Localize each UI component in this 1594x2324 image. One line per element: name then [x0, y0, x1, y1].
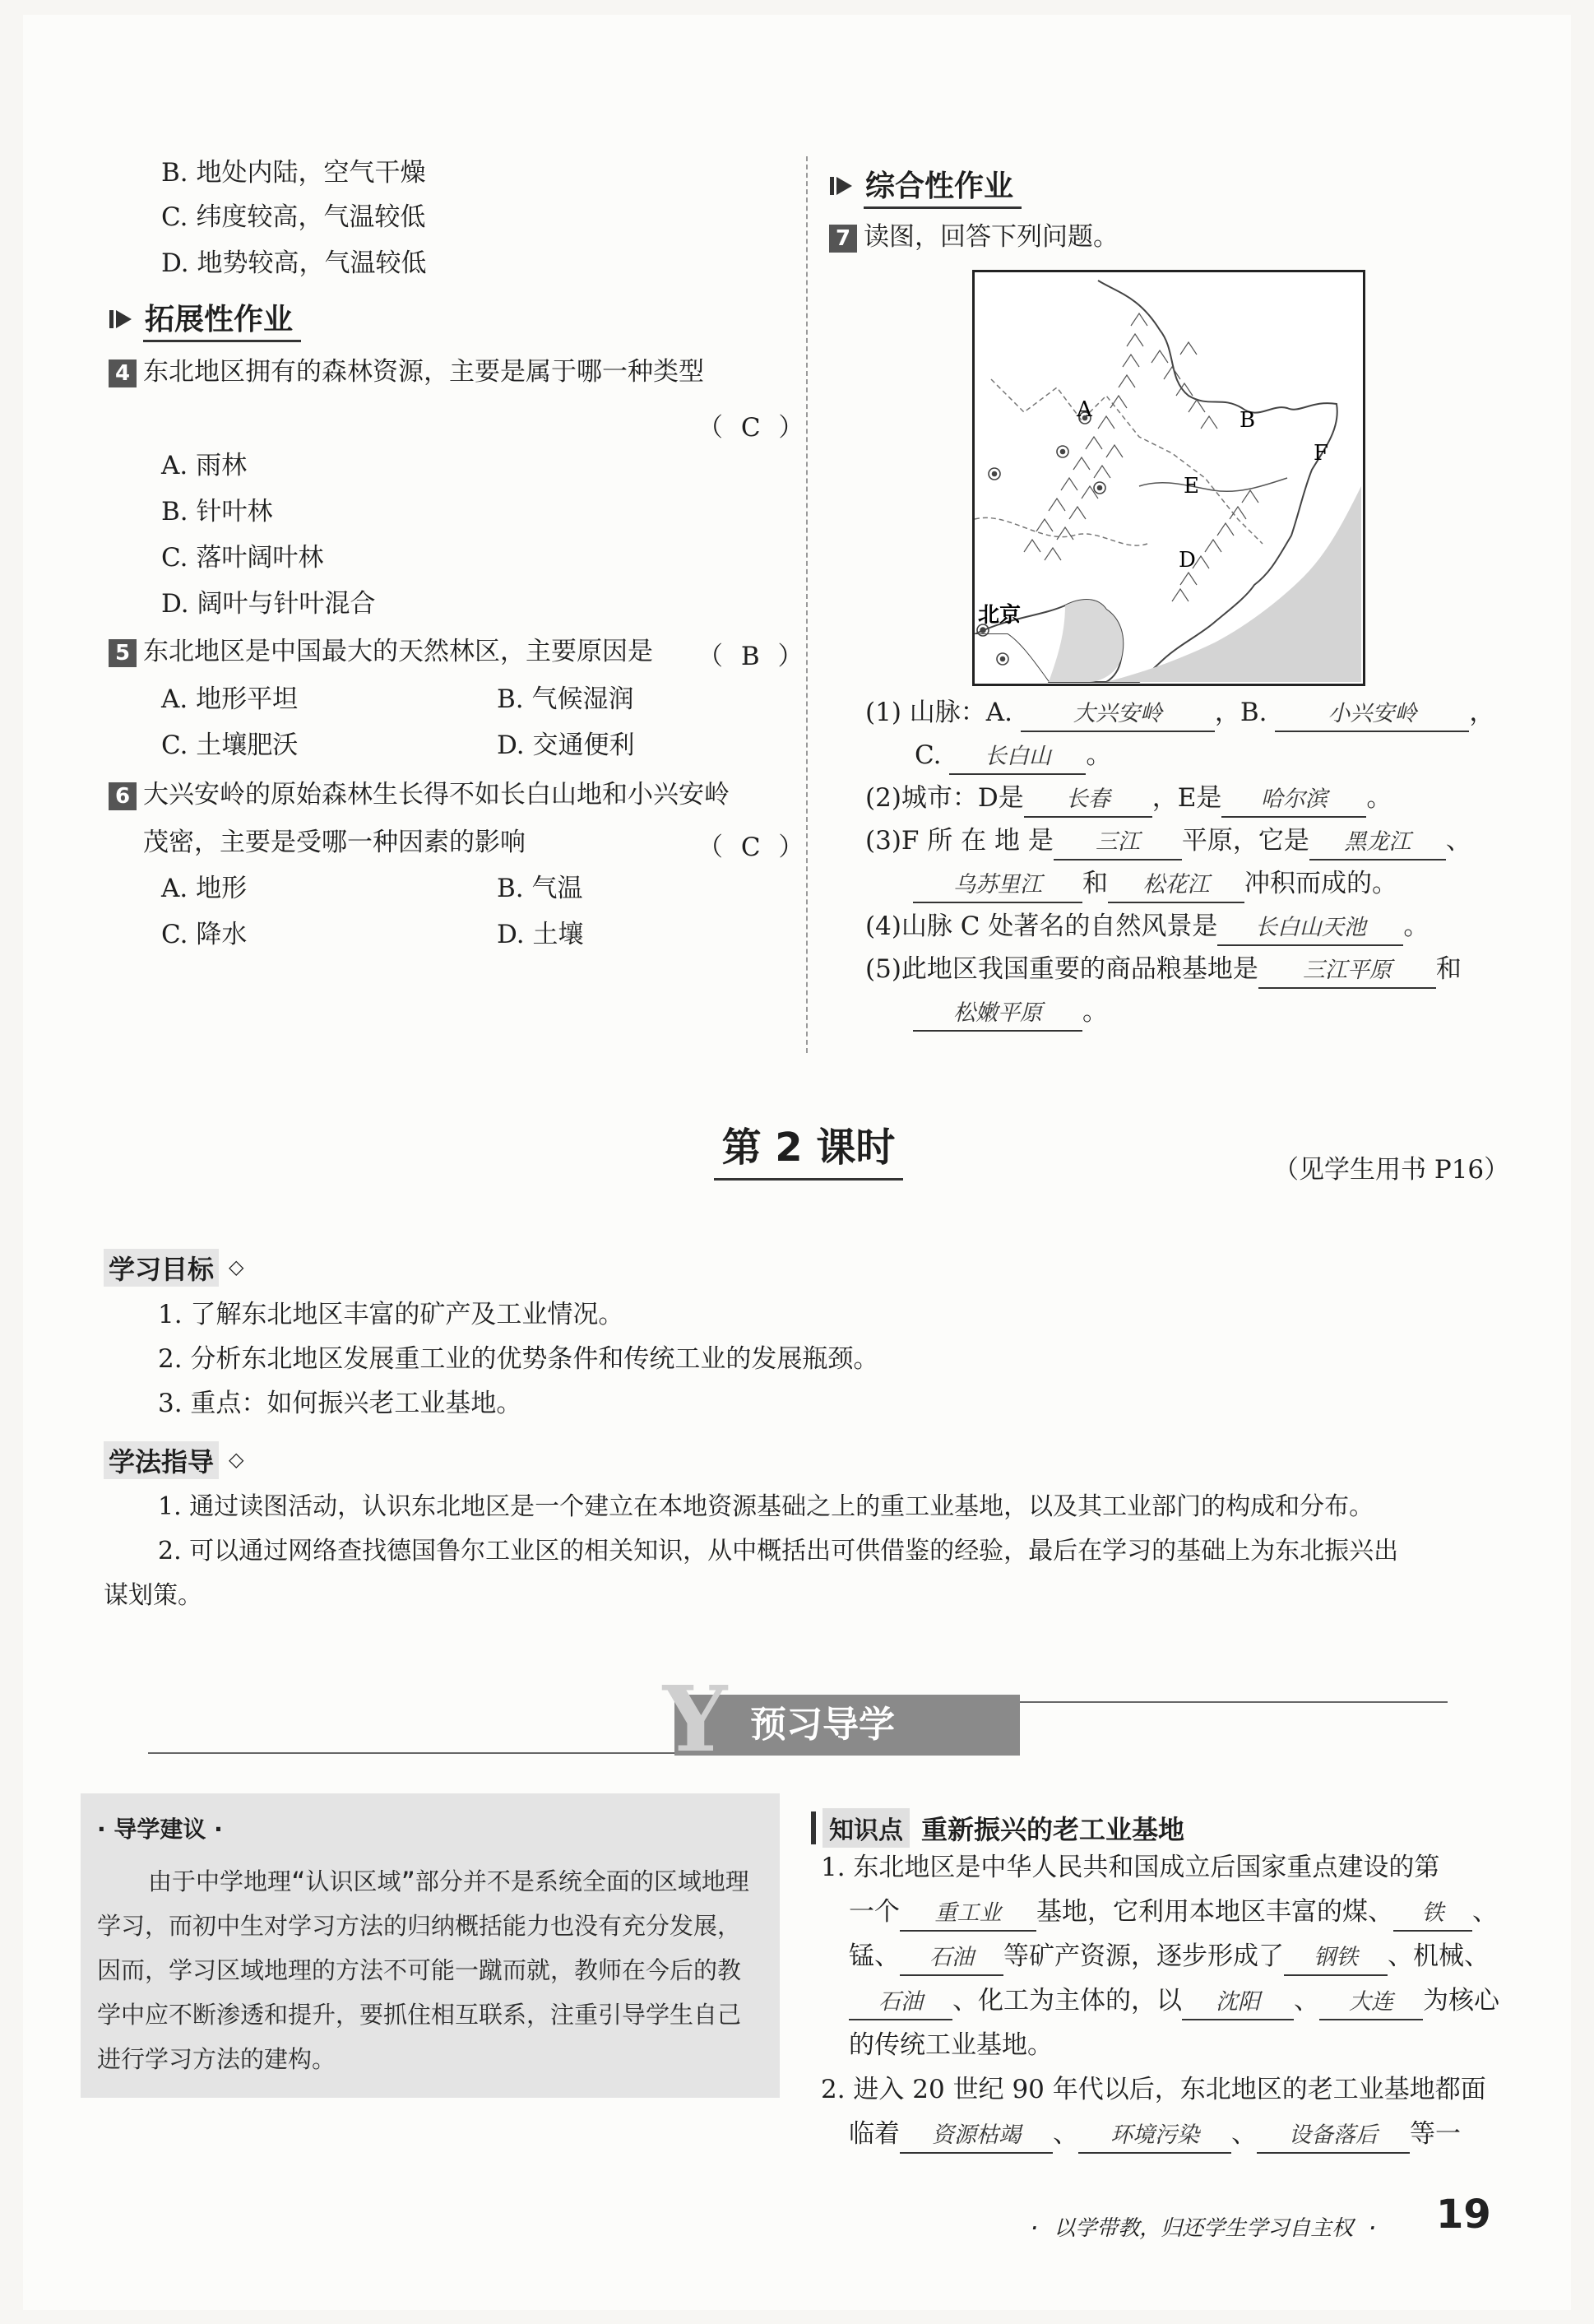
answer-iron: 铁 [1393, 1897, 1472, 1932]
teaching-suggestion-text: 由于中学地理“认识区域”部分并不是系统全面的区域地理学习，而初中生对学习方法的归纳概括能力也没有充分发展，因而，学习区域地理的方法不可能一蹴而就，教师在今后的教学中应不断渗透和提升，要抓住相互联系，注重引导学生自己进行学习方法的建构。 [97, 1867, 749, 2073]
diamond-icon: ◇ [229, 1255, 244, 1278]
sub-question-3-cont: 乌苏里江 和 松花江 冲积而成的。 [913, 867, 1397, 903]
kp1-line4: 石油 、化工为主体的，以 沈阳 、 大连 为核心 [849, 1984, 1499, 2020]
option: C. 降水 [161, 920, 248, 949]
option: D. 土壤 [497, 920, 584, 949]
option: B. 气候湿润 [497, 684, 634, 714]
goal-item: 3. 重点：如何振兴老工业基地。 [158, 1389, 522, 1418]
kp1-line2: 一个 重工业 基地，它利用本地区丰富的煤、 铁 、 [849, 1895, 1498, 1932]
learning-goals-heading: 学习目标 [104, 1249, 219, 1287]
map-label-b: B [1240, 408, 1256, 433]
kp1-line5: 的传统工业基地。 [849, 2030, 1053, 2060]
answer-river-2: 乌苏里江 [913, 869, 1082, 903]
goal-item: 2. 分析东北地区发展重工业的优势条件和传统工业的发展瓶颈。 [158, 1344, 879, 1374]
comprehensive-homework-header [827, 163, 1022, 209]
banner-rule-right [1020, 1701, 1448, 1703]
mountain-range-c [1172, 490, 1258, 601]
map-label-f: F [1314, 441, 1329, 466]
sea-area [1106, 486, 1361, 682]
option: B. 针叶林 [161, 497, 273, 526]
kp2-line1: 2. 进入 20 世纪 90 年代以后，东北地区的老工业基地都面 [821, 2075, 1486, 2104]
answer-bracket: （ C ） [697, 833, 809, 862]
answer-scenery: 长白山天池 [1217, 912, 1403, 946]
answer-resource-depletion: 资源枯竭 [900, 2119, 1053, 2154]
question-text: 东北地区是中国最大的天然林区，主要原因是 [143, 637, 653, 666]
kp1-line3: 锰、 石油 等矿产资源，逐步形成了 钢铁 、机械、 [849, 1940, 1490, 1976]
map-label-d: D [1179, 548, 1196, 573]
question-7 [829, 220, 1119, 253]
method-item: 2. 可以通过网络查找德国鲁尔工业区的相关知识，从中概括出可供借鉴的经验，最后在学习的基础上为东北振兴出 [158, 1537, 1399, 1566]
answer-steel: 钢铁 [1284, 1941, 1388, 1976]
sub-question-5: (5)此地区我国重要的商品粮基地是 三江平原 和 [865, 953, 1462, 989]
option: C. 落叶阔叶林 [161, 543, 324, 573]
option: A. 雨林 [161, 451, 248, 480]
answer-equipment: 设备落后 [1257, 2119, 1410, 2154]
sub-question-3: (3)F 所 在 地 是 三江 平原，它是 黑龙江 、 [865, 824, 1471, 860]
teaching-suggestion-box [81, 1793, 780, 2098]
map-label-e: E [1184, 474, 1199, 499]
preview-guide-banner: 预习导学 [674, 1695, 1020, 1756]
teaching-suggestion-heading: · 导学建议 · [97, 1816, 223, 1843]
option-d-prev: D. 地势较高，气温较低 [161, 248, 427, 278]
answer-base-2: 松嫩平原 [913, 997, 1082, 1032]
arrow-icon [827, 172, 855, 200]
method-item-cont: 谋划策。 [104, 1581, 202, 1610]
banner-rule-left [148, 1752, 674, 1754]
option: A. 地形 [161, 874, 248, 903]
map-drawing [975, 272, 1363, 684]
knowledge-point-tag: 知识点 [822, 1808, 910, 1848]
kp2-line2: 临着 资源枯竭 、 环境污染 、 设备落后 等一 [849, 2118, 1461, 2154]
footer-slogan: · 以学带教，归还学生学习自主权 · [1028, 2216, 1379, 2241]
answer-river-3: 松花江 [1108, 869, 1244, 903]
mountain-range-b [1151, 342, 1217, 429]
option-c-prev: C. 纬度较高，气温较低 [161, 202, 426, 232]
option: D. 阔叶与针叶混合 [161, 589, 376, 619]
question-number: 7 [829, 225, 857, 253]
question-text: 东北地区拥有的森林资源，主要是属于哪一种类型 [143, 357, 704, 387]
answer-b: 小兴安岭 [1275, 698, 1469, 732]
answer-river-1: 黑龙江 [1309, 826, 1446, 860]
sub-question-1-cont: C. 长白山 。 [915, 739, 1111, 775]
answer-c: 长白山 [949, 740, 1086, 775]
column-divider [806, 156, 808, 1053]
answer-d: 长春 [1024, 783, 1152, 818]
map-label-a: A [1077, 397, 1092, 422]
diamond-icon: ◇ [229, 1448, 244, 1471]
answer-plain: 三江 [1054, 826, 1182, 860]
answer-pollution: 环境污染 [1078, 2119, 1231, 2154]
answer-bracket: （ C ） [697, 413, 809, 443]
question-text: 读图，回答下列问题。 [864, 222, 1119, 252]
question-text-cont: 茂密，主要是受哪一种因素的影响 [143, 828, 526, 857]
option: C. 土壤肥沃 [161, 731, 299, 760]
mountain-range-a [1024, 313, 1147, 560]
lesson-reference: （见学生用书 P16） [1273, 1155, 1510, 1185]
sub-question-1: (1) 山脉：A. 大兴安岭 ，B. 小兴安岭 ， [865, 696, 1494, 732]
sub-question-4: (4)山脉 C 处著名的自然风景是 长白山天池 。 [865, 910, 1429, 946]
question-4 [109, 355, 704, 388]
knowledge-point-header [811, 1808, 1184, 1848]
arrow-icon [107, 305, 135, 333]
question-number: 6 [109, 782, 137, 810]
northeast-china-map [972, 270, 1365, 686]
option-b-prev: B. 地处内陆，空气干燥 [161, 158, 426, 188]
learning-methods-heading: 学法指导 [104, 1441, 219, 1479]
page-number: 19 [1436, 2192, 1491, 2238]
answer-a: 大兴安岭 [1021, 698, 1215, 732]
question-5 [109, 635, 653, 668]
question-number: 5 [109, 639, 137, 667]
answer-bracket: （ B ） [697, 642, 809, 671]
option: B. 气温 [497, 874, 583, 903]
extension-homework-header [107, 296, 301, 342]
bohai-sea [1049, 600, 1123, 682]
answer-heavy-industry: 重工业 [900, 1897, 1036, 1932]
question-6 [109, 778, 730, 811]
answer-dalian: 大连 [1319, 1986, 1423, 2020]
question-number: 4 [109, 360, 137, 387]
answer-base-1: 三江平原 [1258, 954, 1436, 989]
map-label-beijing: 北京 [978, 603, 1022, 628]
answer-oil: 石油 [900, 1941, 1003, 1976]
sub-question-2: (2)城市：D是 长春 ，E是 哈尔滨 。 [865, 782, 1392, 818]
lesson-title: 第 2 课时 [714, 1120, 903, 1181]
kp1-line1: 1. 东北地区是中华人民共和国成立后国家重点建设的第 [821, 1853, 1440, 1882]
sub-question-5-cont: 松嫩平原 。 [913, 995, 1108, 1032]
banner-letter: Y [662, 1666, 728, 1772]
answer-shenyang: 沈阳 [1182, 1986, 1294, 2020]
answer-petroleum: 石油 [849, 1986, 952, 2020]
method-item: 1. 通过读图活动，认识东北地区是一个建立在本地资源基础之上的重工业基地，以及其工业部门的构成和分布。 [158, 1492, 1374, 1521]
question-text: 大兴安岭的原始森林生长得不如长白山地和小兴安岭 [143, 780, 730, 809]
goal-item: 1. 了解东北地区丰富的矿产及工业情况。 [158, 1300, 624, 1329]
comprehensive-homework-title: 综合性作业 [864, 163, 1022, 209]
answer-e: 哈尔滨 [1221, 783, 1366, 818]
option: D. 交通便利 [497, 731, 635, 760]
option: A. 地形平坦 [161, 684, 299, 714]
knowledge-point-title: 重新振兴的老工业基地 [921, 1814, 1185, 1845]
extension-homework-title: 拓展性作业 [143, 296, 301, 342]
